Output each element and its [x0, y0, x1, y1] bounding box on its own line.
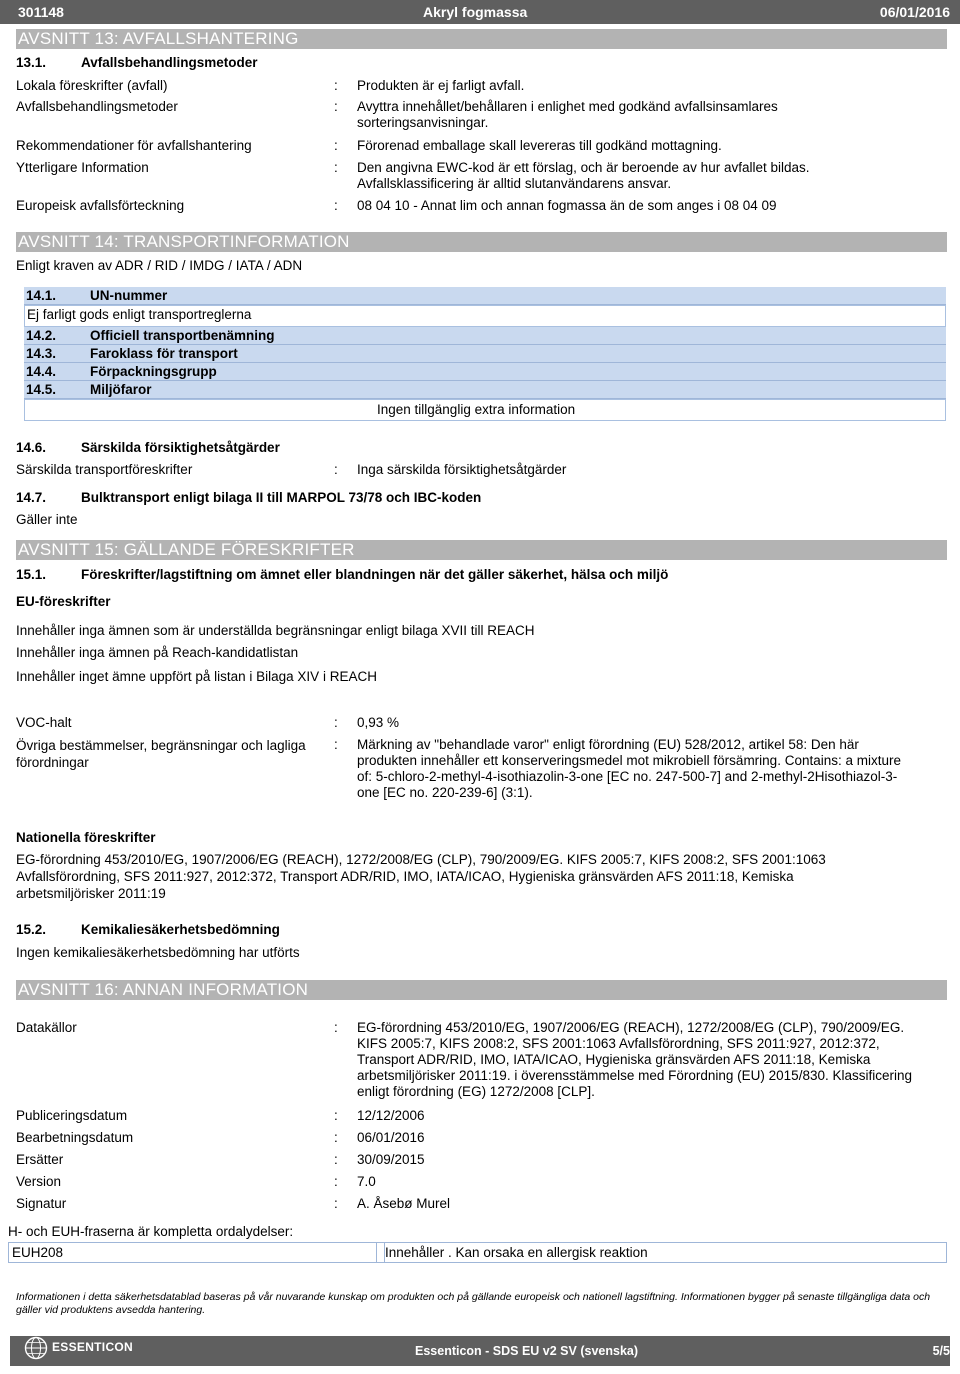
row-colon: : — [334, 1130, 338, 1145]
row-colon: : — [334, 1196, 338, 1211]
product-name: Akryl fogmassa — [423, 4, 528, 20]
national-text: EG-förordning 453/2010/EG, 1907/2006/EG (REACH), 1272/2008/EG (CLP), 790/2009/EG. KIFS 2005:7, KIFS 2008:2, SFS 2001:1063 Avfallsförordning, SFS 2011:927, 2012:372, Transport ADR/RID, IMO, IATA/ICAO, Hygieniska gränsvärden AFS 2011:18, Kemiska arbetsmiljörisker 2011:19 — [16, 852, 826, 901]
eu-heading: EU-föreskrifter — [16, 594, 111, 609]
item-title: Officiell transportbenämning — [90, 328, 275, 343]
row-value: Förorenad emballage skall levereras till godkänd mottagning. — [357, 138, 722, 153]
transport-item-14-5 — [24, 381, 946, 399]
row-value: 06/01/2016 — [357, 1130, 425, 1145]
subsection-title: Kemikaliesäkerhetsbedömning — [81, 922, 280, 937]
row-label: Avfallsbehandlingsmetoder — [16, 99, 178, 114]
row-value: 30/09/2015 — [357, 1152, 425, 1167]
item-title: UN-nummer — [90, 288, 168, 303]
transport-item-14-3 — [24, 345, 946, 363]
transport-item-14-4 — [24, 363, 946, 381]
row-colon: : — [334, 1152, 338, 1167]
row-label: Ytterligare Information — [16, 160, 149, 175]
extra-info: Ingen tillgänglig extra information — [377, 402, 576, 417]
row-value: 12/12/2006 — [357, 1108, 425, 1123]
row-value: 08 04 10 - Annat lim och annan fogmassa än de som anges i 08 04 09 — [357, 198, 777, 213]
row-colon: : — [334, 737, 338, 752]
row-value: Inga särskilda försiktighetsåtgärder — [357, 462, 567, 477]
row-label: Signatur — [16, 1196, 67, 1211]
row-label: Ersätter — [16, 1152, 64, 1167]
page-number: 5/5 — [932, 1344, 950, 1358]
row-colon: : — [334, 462, 338, 477]
row-colon: : — [334, 715, 338, 730]
voc-value: 0,93 % — [357, 715, 400, 730]
section-13-header: AVSNITT 13: AVFALLSHANTERING — [16, 29, 947, 49]
row-colon: : — [334, 99, 338, 114]
footer-bar — [10, 1336, 950, 1366]
subsection-number: 15.1. — [16, 567, 47, 582]
national-heading: Nationella föreskrifter — [16, 830, 156, 845]
chem-safety-value: Ingen kemikaliesäkerhetsbedömning har utförts — [16, 945, 300, 960]
row-value: Produkten är ej farligt avfall. — [357, 78, 525, 93]
header-bar — [0, 0, 960, 24]
row-label: Publiceringsdatum — [16, 1108, 128, 1123]
transport-intro: Enligt kraven av ADR / RID / IMDG / IATA / ADN — [16, 258, 303, 273]
row-label: Särskilda transportföreskrifter — [16, 462, 193, 477]
transport-item-14-1 — [24, 287, 946, 305]
subsection-title: Bulktransport enligt bilaga II till MARPOL 73/78 och IBC-koden — [81, 490, 482, 505]
section-15-header: AVSNITT 15: GÄLLANDE FÖRESKRIFTER — [16, 540, 947, 560]
row-label: Version — [16, 1174, 62, 1189]
eu-line: Innehåller inget ämne uppfört på listan i Bilaga XIV i REACH — [16, 669, 377, 684]
row-colon: : — [334, 1108, 338, 1123]
extra-info-row — [24, 399, 946, 421]
voc-label: VOC-halt — [16, 715, 72, 730]
row-label: Bearbetningsdatum — [16, 1130, 134, 1145]
item-number: 14.5. — [26, 382, 57, 397]
subsection-title: Särskilda försiktighetsåtgärder — [81, 440, 280, 455]
row-colon: : — [334, 78, 338, 93]
transport-item-14-2 — [24, 327, 946, 345]
footer-center: Essenticon - SDS EU v2 SV (svenska) — [415, 1344, 639, 1358]
row-value: EG-förordning 453/2010/EG, 1907/2006/EG (REACH), 1272/2008/EG (CLP), 790/2009/EG. KIFS 2005:7, KIFS 2008:2, SFS 2001:1063 Avfallsförordning, SFS 2011:927, 2012:372, Transport ADR/RID, IMO, IATA/ICAO, Hygieniska gränsvärden AFS 2011:18, Kemiska arbetsmiljörisker 2011:19. i överensstämmelse med Förordning (EU) 2015/830. Klassificering enligt förordning (EG) 1272/2008 [CLP]. — [357, 1020, 912, 1099]
subsection-15-1 — [16, 567, 916, 583]
subsection-14-6 — [16, 440, 616, 456]
row-label: Rekommendationer för avfallshantering — [16, 138, 252, 153]
row-value: 7.0 — [357, 1174, 376, 1189]
item-title: Förpackningsgrupp — [90, 364, 217, 379]
item-number: 14.1. — [26, 288, 57, 303]
phrase-code-cell — [9, 1243, 377, 1262]
other-regs-label: Övriga bestämmelser, begränsningar och lagliga förordningar — [16, 738, 306, 770]
phrase-cell-divider — [377, 1243, 385, 1262]
eu-line: Innehåller inga ämnen som är underställda begränsningar enligt bilaga XVII till REACH — [16, 623, 535, 638]
item-number: 14.4. — [26, 364, 57, 379]
subsection-13-1 — [16, 55, 616, 71]
phrase-text: Innehåller . Kan orsaka en allergisk reaktion — [385, 1245, 648, 1260]
subsection-title: Föreskrifter/lagstiftning om ämnet eller blandningen när det gäller säkerhet, hälsa och miljö — [81, 567, 669, 582]
eu-line: Innehåller inga ämnen på Reach-kandidatlistan — [16, 645, 299, 660]
section-14-header: AVSNITT 14: TRANSPORTINFORMATION — [16, 232, 947, 252]
subsection-number: 13.1. — [16, 55, 47, 70]
row-colon: : — [334, 198, 338, 213]
row-value: Den angivna EWC-kod är ett förslag, och är beroende av hur avfallet bildas. Avfallsklassificering är alltid slutanvändarens ansvar. — [357, 160, 810, 191]
row-colon: : — [334, 160, 338, 175]
phrases-heading: H- och EUH-fraserna är kompletta ordalydelser: — [8, 1224, 294, 1239]
subsection-number: 14.7. — [16, 490, 47, 505]
item-number: 14.3. — [26, 346, 57, 361]
item-title: Faroklass för transport — [90, 346, 238, 361]
subsection-number: 15.2. — [16, 922, 47, 937]
bulk-value: Gäller inte — [16, 512, 78, 527]
un-note: Ej farligt gods enligt transportreglerna — [27, 307, 252, 322]
footer-logo-text: ESSENTICON — [52, 1340, 134, 1354]
row-value: A. Åsebø Murel — [357, 1196, 451, 1211]
subsection-number: 14.6. — [16, 440, 47, 455]
phrase-table — [8, 1242, 947, 1263]
row-colon: : — [334, 1020, 338, 1035]
doc-date: 06/01/2016 — [879, 4, 950, 20]
row-colon: : — [334, 138, 338, 153]
doc-id: 301148 — [18, 4, 64, 20]
other-regs-value: Märkning av "behandlade varor" enligt förordning (EU) 528/2012, artikel 58: Den här produkten innehåller ett konserveringsmedel mot mikrobiell försämring. Contains: a mixture of: 5-chloro-2-methyl-4-isothiazolin-3-one [EC no. 247-500-7] and 2-methyl-2Hisothiazol-3-one [EC no. 220-239-6] (3:1). — [357, 737, 901, 800]
subsection-14-7 — [16, 490, 716, 506]
row-label: Datakällor — [16, 1020, 77, 1035]
section-16-header: AVSNITT 16: ANNAN INFORMATION — [16, 980, 947, 1000]
phrase-code: EUH208 — [12, 1245, 64, 1260]
row-label: Lokala föreskrifter (avfall) — [16, 78, 168, 93]
un-note-row — [24, 305, 946, 327]
essenticon-logo-icon — [24, 1336, 48, 1360]
disclaimer: Informationen i detta säkerhetsdatablad baseras på vår nuvarande kunskap om produkten och på gällande europeisk och nationell lagstiftning. Informationen bygger på senaste tillgängliga data och gäller vid produktens avsedda hantering. — [16, 1291, 931, 1316]
item-title: Miljöfaror — [90, 382, 152, 397]
subsection-15-2 — [16, 922, 616, 938]
item-number: 14.2. — [26, 328, 57, 343]
row-label: Europeisk avfallsförteckning — [16, 198, 185, 213]
subsection-title: Avfallsbehandlingsmetoder — [81, 55, 258, 70]
row-colon: : — [334, 1174, 338, 1189]
row-value: Avyttra innehållet/behållaren i enlighet med godkänd avfallsinsamlares sorteringsanvisningar. — [357, 99, 778, 130]
